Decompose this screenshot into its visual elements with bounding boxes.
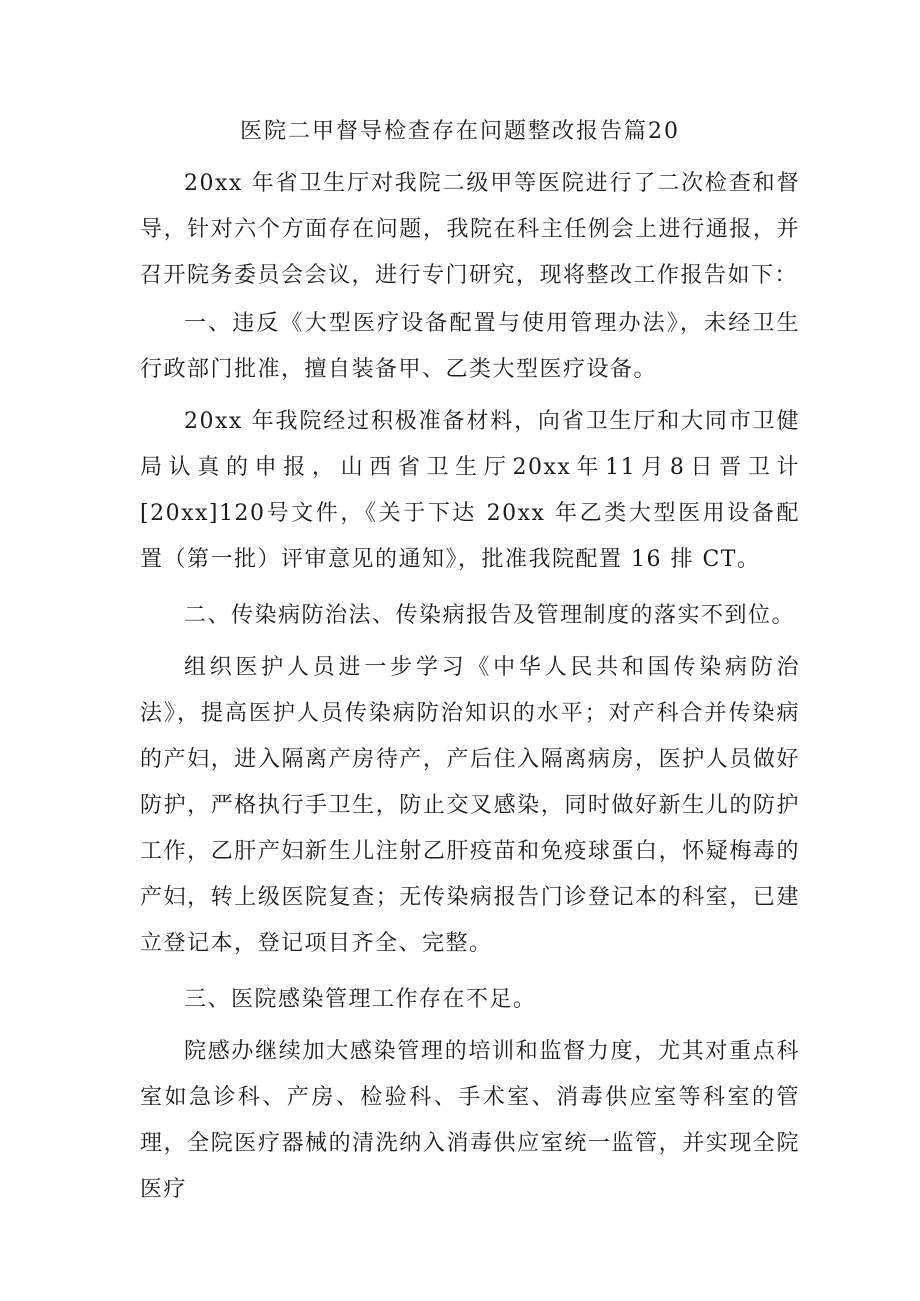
paragraph-issue-1-response: 20xx 年我院经过积极准备材料，向省卫生厅和大同市卫健局认真的申报，山西省卫生厅20xx年11月8日晋卫计[20xx]120号文件，《关于下达 20xx 年乙类大型医用设备配置（第一批）评审意见的通知》，批准我院配置 16 排 CT。 — [140, 409, 800, 572]
paragraph-issue-3-response: 院感办继续加大感染管理的培训和监督力度，尤其对重点科室如急诊科、产房、检验科、手术室、消毒供应室等科室的管理，全院医疗器械的清洗纳入消毒供应室统一监管，并实现全院医疗 — [140, 1039, 800, 1202]
document-body — [140, 161, 800, 1213]
paragraph-issue-2-heading: 二、传染病防治法、传染病报告及管理制度的落实不到位。 — [184, 603, 796, 628]
paragraph-issue-3-heading: 三、医院感染管理工作存在不足。 — [184, 987, 537, 1012]
document-title: 医院二甲督导检查存在问题整改报告篇20 — [240, 119, 680, 144]
paragraph-issue-1-heading: 一、违反《大型医疗设备配置与使用管理办法》，未经卫生行政部门批准，擅自装备甲、乙类大型医疗设备。 — [140, 311, 800, 382]
paragraph-issue-2-response: 组织医护人员进一步学习《中华人民共和国传染病防治法》，提高医护人员传染病防治知识的水平；对产科合并传染病的产妇，进入隔离产房待产，产后住入隔离病房，医护人员做好防护，严格执行手卫生，防止交叉感染，同时做好新生儿的防护工作，乙肝产妇新生儿注射乙肝疫苗和免疫球蛋白，怀疑梅毒的产妇，转上级医院复查；无传染病报告门诊登记本的科室，已建立登记本，登记项目齐全、完整。 — [140, 655, 800, 956]
paragraph-intro: 20xx 年省卫生厅对我院二级甲等医院进行了二次检查和督导，针对六个方面存在问题，我院在科主任例会上进行通报，并召开院务委员会会议，进行专门研究，现将整改工作报告如下： — [140, 171, 800, 288]
